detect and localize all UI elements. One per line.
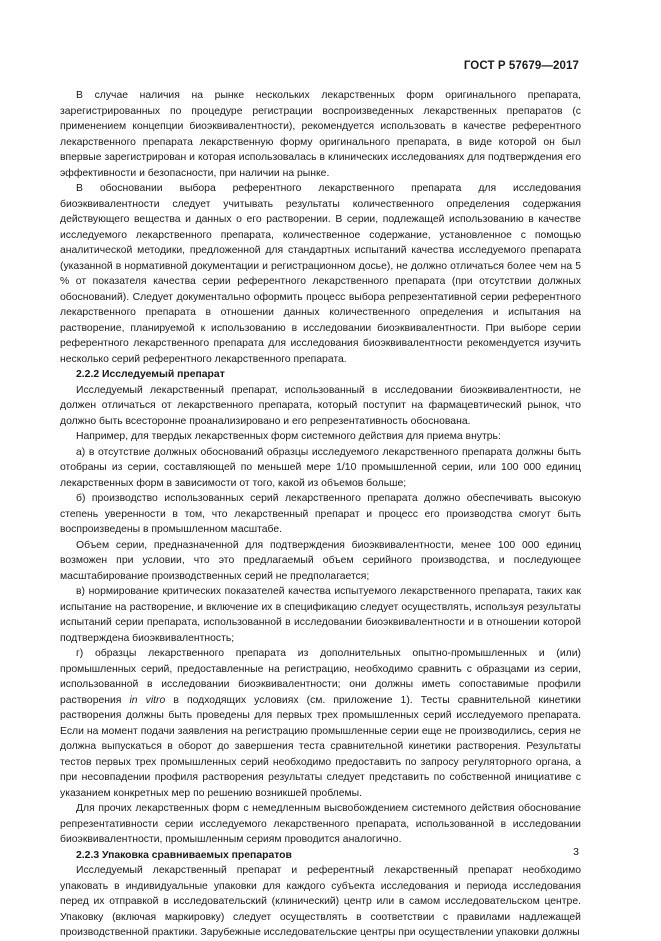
page-number: 3 bbox=[573, 846, 579, 858]
list-item-v: в) нормирование критических показателей качества испытуемого лекарственного препарата, таких как испытание на растворение, и включение их в спецификацию следует осуществлять, используя результаты испытаний серии препарата, использованной в исследовании биоэквивалентности и в отношении которой подтверждена биоэквивалентность; bbox=[60, 586, 581, 644]
paragraph-other-forms: Для прочих лекарственных форм с немедленным высвобождением системного действия обоснование репрезентативности серии исследуемого лекарственного препарата, использованной в исследовании биоэквивалентности, промышленным сериям проводится аналогично. bbox=[60, 803, 581, 845]
paragraph-batch-size: Объем серии, предназначенной для подтверждения биоэквивалентности, менее 100 000 единиц возможен при условии, что это предлагаемый объем серийного производства, и последующее масштабирование производственных серий не предполагается; bbox=[60, 539, 581, 582]
standard-header: ГОСТ Р 57679—2017 bbox=[463, 60, 579, 72]
paragraph-reference-selection: В обосновании выбора референтного лекарственного препарата для исследования биоэквивалентности следует учитывать результаты количественного определения содержания действующего вещества и данных о его растворении. В серии, подлежащей использованию в качестве исследуемого лекарственного препарата, количественное содержание, установленное с помощью аналитической методики, предложенной для стандартных испытаний качества исследуемого препарата (указанной в нормативной документации и регистрационном досье), не должно отличаться более чем на 5 % от показателя качества серии референтного лекарственного препарата (при отсутствии должных обоснований). Следует документально оформить процесс выбора репрезентативной серии референтного лекарственного препарата в отношении данных количественного определения и испытания на растворение, планируемой к использованию в исследовании биоэквивалентности. При выборе серии референтного лекарственного препарата для исследования биоэквивалентности рекомендуется изучить несколько серий референтного лекарственного препарата. bbox=[60, 183, 581, 365]
section-heading-2-2-3: 2.2.3 Упаковка сравниваемых препаратов bbox=[76, 849, 292, 861]
section-heading-2-2-2: 2.2.2 Исследуемый препарат bbox=[76, 369, 225, 380]
list-item-g: г) образцы лекарственного препарата из дополнительных опытно-промышленных и (или) промышленных серий, предоставленные на регистрацию, необходимо сравнить с образцами из серии, использованной в исследовании биоэквивалентности; они должны иметь сопоставимые профили растворения in vitro в подходящих условиях (см. приложение 1). Тесты сравнительной кинетики растворения должны быть проведены для первых трех промышленных серий исследуемого препарата. Если на момент подачи заявления на регистрацию промышленные серии еще не производились, серия не должна выпускаться в оборот до завершения теста сравнительной кинетики растворения. Результаты тестов первых трех промышленных серий необходимо предоставить по запросу регуляторного органа, а при несовпадении профиля растворения результаты следует представить по собственной инициативе с указанием конкретных мер по решению возникшей проблемы. bbox=[60, 648, 581, 799]
body-text bbox=[60, 88, 581, 941]
paragraph-packaging: Исследуемый лекарственный препарат и референтный лекарственный препарат необходимо упаковать в индивидуальные упаковки для каждого субъекта исследования и периода исследования перед их отправкой в исследовательский (клинический) центр или в самом исследовательском центре. Упаковку (включая маркировку) следует осуществлять в соответствии с правилами надлежащей производственной практики. Зарубежные исследовательские центры при осуществлении упаковки должны bbox=[60, 865, 581, 938]
list-item-a: а) в отсутствие должных обоснований образцы исследуемого лекарственного препарата должны быть отобраны из серии, составляющей по меньшей мере 1/10 промышленной серии, или 100 000 единиц лекарственных форм в зависимости от того, какой из объемов больше; bbox=[60, 446, 581, 489]
paragraph-example-intro: Например, для твердых лекарственных форм системного действия для приема внутрь: bbox=[76, 431, 501, 442]
list-item-b: б) производство использованных серий лекарственного препарата должно обеспечивать высокую степень уверенности в том, что лекарственный препарат и процесс его производства смогут быть воспроизведены в промышленном масштабе. bbox=[60, 493, 581, 535]
in-vitro-term: in vitro bbox=[129, 694, 166, 706]
paragraph-test-product: Исследуемый лекарственный препарат, использованный в исследовании биоэквивалентности, не должен отличаться от лекарственного препарата, который поступит на фармацевтический рынок, что должно быть всесторонне проанализировано и его репрезентативность обоснована. bbox=[60, 384, 581, 427]
paragraph-reference-forms: В случае наличия на рынке нескольких лекарственных форм оригинального препарата, зарегистрированных по процедуре регистрации воспроизведенных лекарственных препаратов (с применением концепции биоэквивалентности), рекомендуется использовать в качестве референтного лекарственного препарата лекарственную форму оригинального препарата, в виде которой он был впервые зарегистрирован и которая использовалась в клинических исследованиях для подтверждения его эффективности и безопасности, при наличии на рынке. bbox=[60, 90, 581, 179]
